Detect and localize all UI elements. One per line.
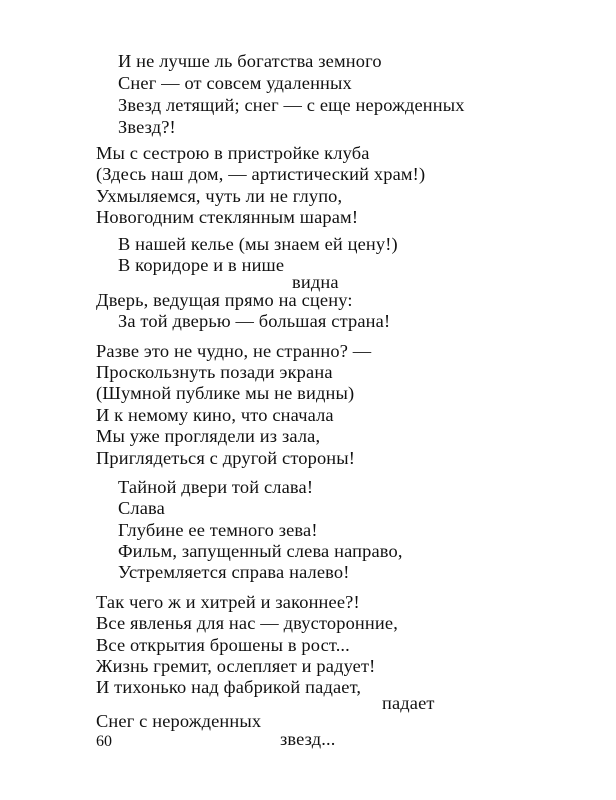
poem-line: Разве это не чудно, не странно? — — [96, 341, 372, 361]
poem-line: В нашей келье (мы знаем ей цену!) — [118, 234, 398, 254]
poem-line: Глубине ее темного зева! — [118, 520, 318, 540]
poem-line: Снег — от совсем удаленных — [118, 73, 352, 93]
poem-line: Звезд летящий; снег — с еще нерожденных — [118, 95, 465, 115]
poem-line: Мы уже проглядели из зала, — [96, 426, 321, 446]
poem-line: Приглядеться с другой стороны! — [96, 448, 356, 468]
poem-line: И к немому кино, что сначала — [96, 405, 334, 425]
poem-line: Все открытия брошены в рост... — [96, 635, 350, 655]
poem-line: Мы с сестрою в пристройке клуба — [96, 143, 370, 163]
poem-line: видна — [292, 272, 339, 292]
poem-line: За той дверью — большая страна! — [118, 311, 391, 331]
poem-line: Проскользнуть позади экрана — [96, 362, 333, 382]
poem-line: Дверь, ведущая прямо на сцену: — [96, 290, 353, 310]
poem-line: Так чего ж и хитрей и законнее?! — [96, 592, 360, 612]
poem-line: Ухмыляемся, чуть ли не глупо, — [96, 186, 343, 206]
poem-line: Слава — [118, 498, 165, 518]
poem-line: звезд... — [280, 729, 336, 749]
poem-line: Новогодним стеклянным шарам! — [96, 207, 359, 227]
poem-line: И тихонько над фабрикой падает, — [96, 677, 362, 697]
poem-line: (Здесь наш дом, — артистический храм!) — [96, 164, 426, 184]
poem-line: Снег с нерожденных — [96, 711, 262, 731]
poem-line: Фильм, запущенный слева направо, — [118, 541, 403, 561]
poem-line: Жизнь гремит, ослепляет и радует! — [96, 656, 376, 676]
poem-line: И не лучше ль богатства земного — [118, 51, 382, 71]
page-number: 60 — [96, 733, 112, 750]
poem-line: В коридоре и в нише — [118, 255, 285, 275]
poem-line: Звезд?! — [118, 117, 176, 137]
poem-line: Тайной двери той слава! — [118, 477, 314, 497]
poem-line: падает — [382, 693, 435, 713]
poem-line: (Шумной публике мы не видны) — [96, 383, 355, 403]
poem-line: Устремляется справа налево! — [118, 562, 350, 582]
poem-line: Все явленья для нас — двусторонние, — [96, 613, 398, 633]
